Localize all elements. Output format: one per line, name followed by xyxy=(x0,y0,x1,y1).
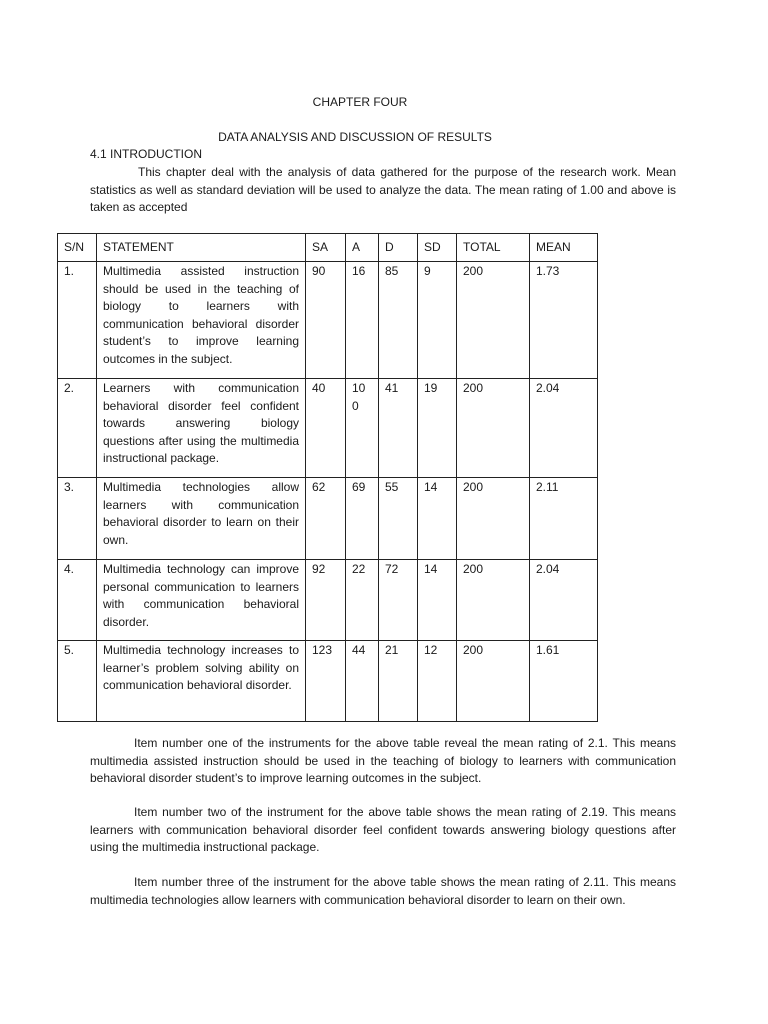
cell-sn: 3. xyxy=(58,478,97,560)
cell-sd: 12 xyxy=(418,641,457,722)
cell-statement: Multimedia technology increases to learner’s problem solving ability on communication behavioral disorder. xyxy=(97,641,306,722)
cell-total: 200 xyxy=(457,379,530,478)
intro-heading: 4.1 INTRODUCTION xyxy=(90,147,203,161)
cell-sa: 123 xyxy=(306,641,346,722)
cell-a xyxy=(346,478,379,560)
cell-a-value: 22 xyxy=(352,562,366,576)
cell-mean: 2.11 xyxy=(530,478,598,560)
table-header-row xyxy=(58,234,598,262)
cell-d: 55 xyxy=(379,478,418,560)
discussion-paragraph: Item number one of the instruments for the above table reveal the mean rating of 2.1. This means multimedia assisted instruction should be used in the teaching of biology to learners with communication behavioral disorder student’s to improve learning outcomes in the subject. xyxy=(90,736,676,785)
cell-a xyxy=(346,379,379,478)
cell-sa: 90 xyxy=(306,262,346,379)
header-sn: S/N xyxy=(58,234,97,262)
header-sa: SA xyxy=(306,234,346,262)
cell-sa: 92 xyxy=(306,560,346,641)
cell-statement: Multimedia technology can improve personal communication to learners with communication behavioral disorder. xyxy=(97,560,306,641)
header-mean: MEAN xyxy=(530,234,598,262)
header-d: D xyxy=(379,234,418,262)
header-a: A xyxy=(346,234,379,262)
header-statement: STATEMENT xyxy=(97,234,306,262)
cell-sn: 2. xyxy=(58,379,97,478)
cell-statement: Multimedia assisted instruction should be used in the teaching of biology to learners with communication behavioral disorder student’s to improve learning outcomes in the subject. xyxy=(97,262,306,379)
cell-total: 200 xyxy=(457,262,530,379)
cell-sn: 1. xyxy=(58,262,97,379)
cell-a xyxy=(346,560,379,641)
table-row xyxy=(58,560,598,641)
cell-total: 200 xyxy=(457,478,530,560)
cell-d: 72 xyxy=(379,560,418,641)
cell-mean: 1.61 xyxy=(530,641,598,722)
cell-sa: 40 xyxy=(306,379,346,478)
cell-sn: 4. xyxy=(58,560,97,641)
cell-mean: 2.04 xyxy=(530,379,598,478)
table-row xyxy=(58,262,598,379)
cell-sd: 14 xyxy=(418,478,457,560)
cell-mean: 2.04 xyxy=(530,560,598,641)
cell-a xyxy=(346,641,379,722)
chapter-heading: CHAPTER FOUR xyxy=(312,95,408,109)
cell-d: 85 xyxy=(379,262,418,379)
cell-a xyxy=(346,262,379,379)
discussion-paragraph: Item number three of the instrument for the above table shows the mean rating of 2.11. This means multimedia technologies allow learners with communication behavioral disorder to learn on their own. xyxy=(90,875,676,907)
discussion-paragraph: Item number two of the instrument for the above table shows the mean rating of 2.19. This means learners with communication behavioral disorder feel confident towards answering biology questions after using the multimedia instructional package. xyxy=(90,805,676,854)
cell-sd: 14 xyxy=(418,560,457,641)
cell-sd: 9 xyxy=(418,262,457,379)
cell-d: 41 xyxy=(379,379,418,478)
cell-total: 200 xyxy=(457,560,530,641)
table-row xyxy=(58,478,598,560)
cell-d: 21 xyxy=(379,641,418,722)
cell-sn: 5. xyxy=(58,641,97,722)
cell-a-value: 69 xyxy=(352,480,366,494)
cell-mean: 1.73 xyxy=(530,262,598,379)
cell-statement: Learners with communication behavioral disorder feel confident towards answering biology questions after using the multimedia instructional package. xyxy=(97,379,306,478)
intro-paragraph: This chapter deal with the analysis of data gathered for the purpose of the research work. Mean statistics as well as standard deviation will be used to analyze the data. The mean rating of 1.00 and above is taken as accepted xyxy=(90,165,676,214)
cell-a-value: 16 xyxy=(352,264,366,278)
header-sd: SD xyxy=(418,234,457,262)
cell-a-value: 44 xyxy=(352,643,366,657)
table-row xyxy=(58,379,598,478)
header-total: TOTAL xyxy=(457,234,530,262)
table-row xyxy=(58,641,598,722)
cell-sa: 62 xyxy=(306,478,346,560)
cell-total: 200 xyxy=(457,641,530,722)
cell-sd: 19 xyxy=(418,379,457,478)
results-table xyxy=(57,233,598,722)
cell-statement: Multimedia technologies allow learners with communication behavioral disorder to learn on their own. xyxy=(97,478,306,560)
cell-a-value: 100 xyxy=(352,381,366,413)
section-title: DATA ANALYSIS AND DISCUSSION OF RESULTS xyxy=(218,130,492,144)
